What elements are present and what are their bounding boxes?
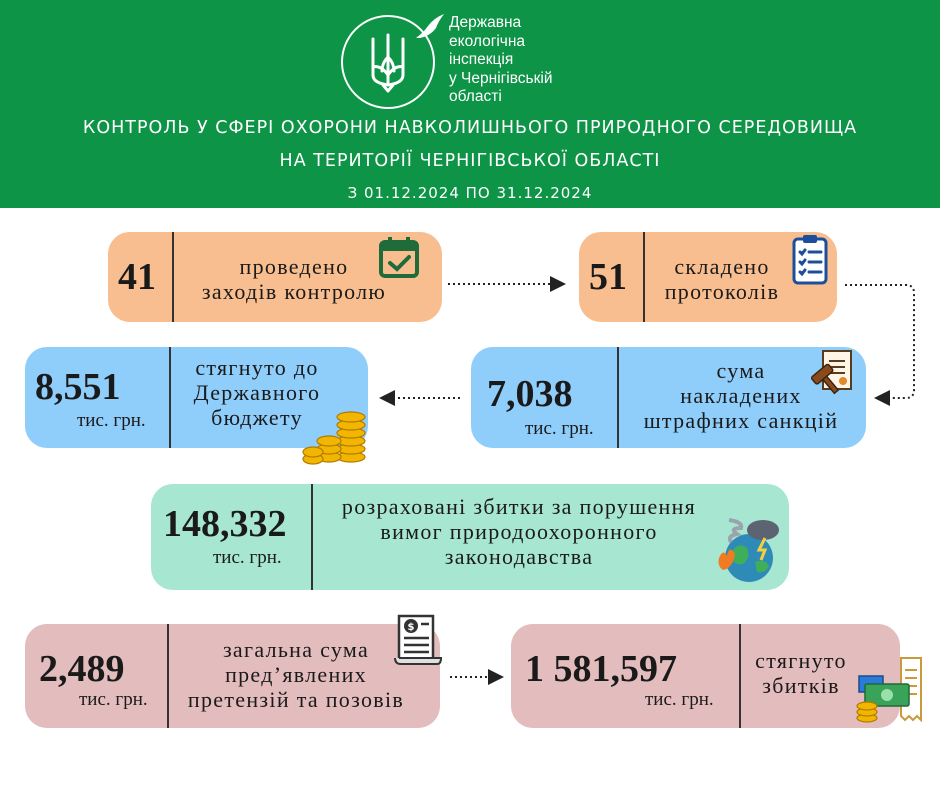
fines-label: сума накладених штрафних санкцій [643, 358, 839, 433]
recovered-value: 1 581,597 [525, 648, 677, 690]
invoice-dollar-icon [389, 612, 443, 668]
claims-unit: тис. грн. [79, 689, 148, 710]
inspections-card [108, 232, 442, 322]
card-divider [167, 624, 169, 728]
recovered-label: стягнуто збитків [755, 648, 847, 698]
damages-value: 148,332 [163, 503, 287, 545]
claims-card [25, 624, 440, 728]
budget-unit: тис. грн. [77, 410, 146, 431]
coin-stacks-icon [301, 405, 371, 467]
gavel-document-icon [809, 349, 855, 397]
calendar-check-icon [378, 236, 420, 280]
fines-card [471, 347, 866, 448]
card-divider [643, 232, 645, 322]
budget-label: стягнуто до Державного бюджету [193, 355, 321, 430]
card-divider [739, 624, 741, 728]
organization-name: Державна екологічна інспекція у Чернігівській області [449, 14, 553, 106]
card-divider [172, 232, 174, 322]
report-period: З 01.12.2024 ПО 31.12.2024 [347, 184, 593, 202]
protocols-label: складено протоколів [664, 254, 780, 304]
card-divider [169, 347, 171, 448]
earth-disaster-icon [715, 514, 787, 586]
budget-card [25, 347, 368, 448]
damages-label: розраховані збитки за порушення вимог природоохоронного законодавства [341, 494, 697, 569]
claims-label: загальна сума пред’явлених претензій та позовів [187, 637, 405, 712]
bird-icon [414, 12, 446, 42]
damages-card [151, 484, 789, 590]
budget-value: 8,551 [35, 366, 121, 408]
claims-value: 2,489 [39, 648, 125, 690]
fines-value: 7,038 [487, 373, 573, 415]
protocols-card [579, 232, 837, 322]
page-title-line1: КОНТРОЛЬ У СФЕРІ ОХОРОНИ НАВКОЛИШНЬОГО ПРИРОДНОГО СЕРЕДОВИЩА [82, 118, 858, 138]
recovered-card [511, 624, 900, 728]
svg-text:$: $ [407, 622, 415, 633]
money-receipt-icon [855, 654, 935, 726]
fines-unit: тис. грн. [525, 418, 594, 439]
inspections-label: проведено заходів контролю [201, 254, 387, 304]
card-divider [311, 484, 313, 590]
inspections-value: 41 [118, 256, 156, 298]
protocols-value: 51 [589, 256, 627, 298]
recovered-unit: тис. грн. [645, 689, 714, 710]
damages-unit: тис. грн. [213, 547, 282, 568]
clipboard-checklist-icon [792, 233, 828, 285]
page-title-line2: НА ТЕРИТОРІЇ ЧЕРНІГІВСЬКОЇ ОБЛАСТІ [279, 151, 661, 171]
header-banner [0, 0, 940, 208]
card-divider [617, 347, 619, 448]
